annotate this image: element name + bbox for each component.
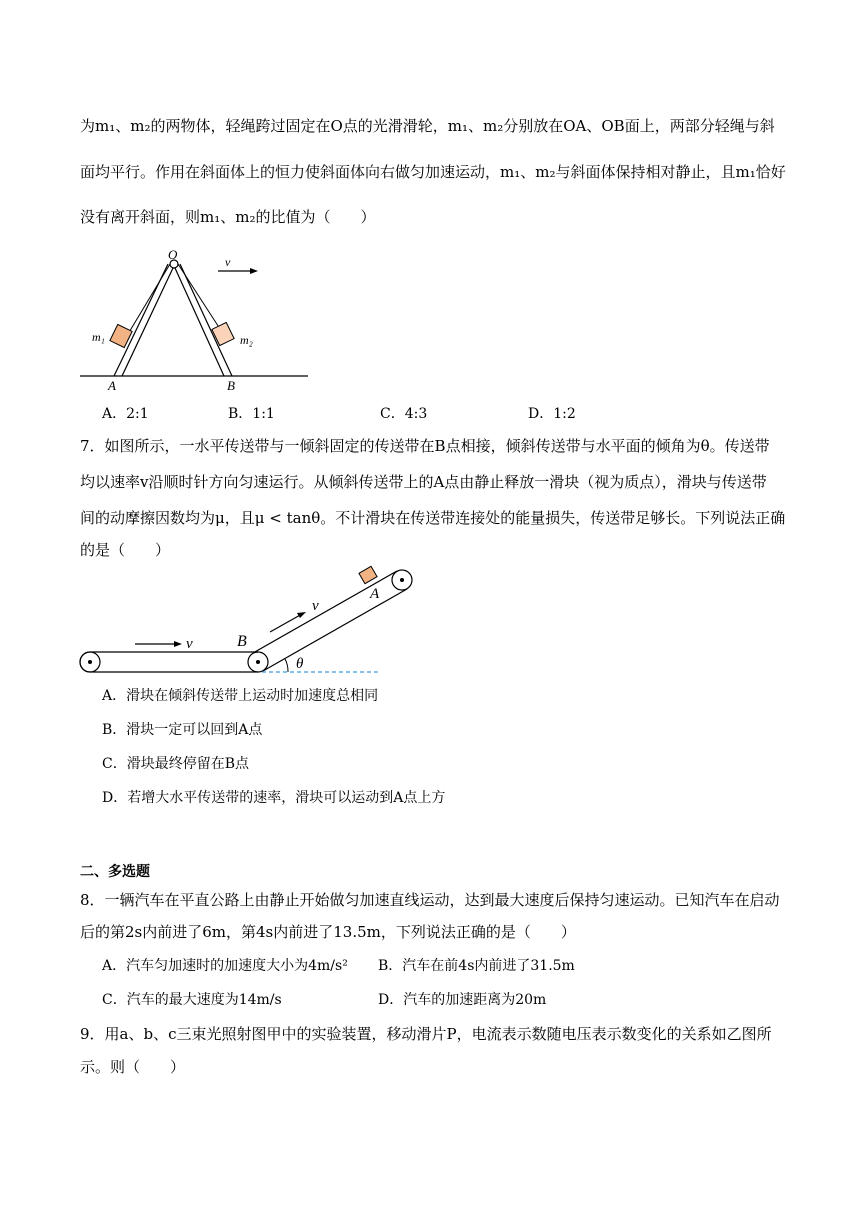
q7-option-b: B．滑块一定可以回到A点 (102, 722, 263, 738)
q8-text-line-1: 8．一辆汽车在平直公路上由静止开始做匀加速直线运动，达到最大速度后保持匀速运动。已知汽车在启动 (80, 891, 780, 909)
q7-option-a: A．滑块在倾斜传送带上运动时加速度总相同 (102, 688, 379, 704)
q7-option-c: C．滑块最终停留在B点 (102, 756, 249, 772)
q8-option-b: B．汽车在前4s内前进了31.5m (378, 958, 575, 974)
q6-option-a: A．2:1 (102, 406, 149, 422)
arrow-incline (270, 614, 302, 632)
section-title: 二、多选题 (80, 864, 150, 880)
q9-text-line-1: 9．用a、b、c三束光照射图甲中的实验装置，移动滑片P，电流表示数随电压表示数变化的关系如乙图所 (80, 1025, 772, 1043)
label-a: A (370, 586, 380, 602)
q9-text-line-2: 示。则（ ） (80, 1058, 186, 1076)
arrow-head-icon (174, 641, 182, 647)
q6-text-line-1: 为m₁、m₂的两物体，轻绳跨过固定在O点的光滑滑轮，m₁、m₂分别放在OA、OB面上，两部分轻绳与斜 (80, 117, 775, 135)
q6-text-line-3: 没有离开斜面，则m₁、m₂的比值为（ ） (80, 208, 376, 226)
q7-option-d: D．若增大水平传送带的速率，滑块可以运动到A点上方 (102, 790, 446, 806)
q8-option-a: A．汽车匀加速时的加速度大小为4m/s² (102, 958, 348, 974)
label-b: B (237, 633, 247, 650)
label-b: B (227, 378, 235, 393)
label-v-incline: v (312, 598, 319, 614)
label-v: v (225, 255, 231, 269)
label-a: A (108, 378, 116, 393)
q7-text-line-4: 的是（ ） (80, 541, 171, 559)
slider-block (359, 566, 377, 583)
q8-option-d: D．汽车的加速距离为20m (378, 992, 547, 1008)
q7-text-line-3: 间的动摩擦因数均为μ，且μ < tanθ。不计滑块在传送带连接处的能量损失，传送带足够长。下列说法正确 (80, 509, 786, 527)
arrow-head-icon (297, 612, 306, 618)
q8-option-c: C．汽车的最大速度为14m/s (102, 992, 282, 1008)
q6-text-line-2: 面均平行。作用在斜面体上的恒力使斜面体向右做匀加速运动，m₁、m₂与斜面体保持相对静止，且m₁恰好 (80, 163, 786, 181)
label-o: O (168, 247, 178, 262)
label-m2: m₂ (240, 333, 253, 347)
q6-option-d: D．1:2 (528, 406, 576, 422)
q6-option-b: B．1:1 (228, 406, 275, 422)
incline-belt-bottom (263, 589, 407, 671)
label-m1: m₁ (92, 330, 105, 344)
label-v-horizontal: v (186, 636, 193, 652)
q8-text-line-2: 后的第2s内前进了6m，第4s内前进了13.5m，下列说法正确的是（ ） (80, 923, 576, 941)
q7-text-line-2: 均以速率v沿顺时针方向匀速运行。从倾斜传送带上的A点由静止释放一滑块（视为质点），滑块与传送带 (80, 473, 767, 491)
incline-belt-top (253, 571, 397, 653)
q7-text-line-1: 7．如图所示，一水平传送带与一倾斜固定的传送带在B点相接，倾斜传送带与水平面的倾角为θ。传送带 (80, 437, 770, 455)
label-theta: θ (296, 656, 304, 672)
q6-option-c: C．4:3 (380, 406, 428, 422)
